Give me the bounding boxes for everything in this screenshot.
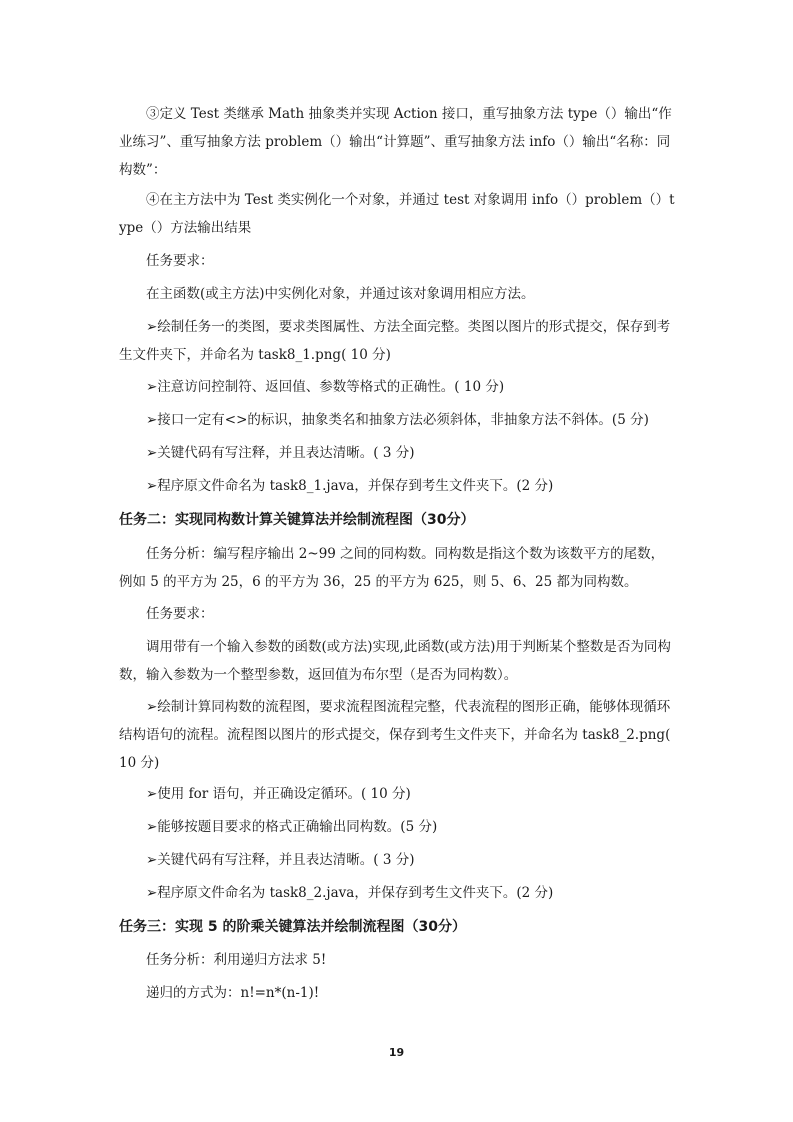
paragraph-task-two-analysis: 任务分析：编写程序输出 2~99 之间的同构数。同构数是指这个数为该数平方的尾数，例如 5 的平方为 25，6 的平方为 36，25 的平方为 625，则 5、6、25 都为同构数。 [119,546,665,590]
heading-task-two: 任务二：实现同构数计算关键算法并绘制流程图（30分） [119,512,475,528]
requirement-interface-marker: ➢接口一定有<>的标识，抽象类名和抽象方法必须斜体，非抽象方法不斜体。(5 分) [146,412,649,428]
requirement-flowchart-2: ➢绘制计算同构数的流程图，要求流程图流程完整，代表流程的图形正确，能够体现循环结构语句的流程。流程图以图片的形式提交，保存到考生文件夹下，并命名为 task8_2.png( 10 分) [119,699,671,771]
paragraph-task-requirements-label-2: 任务要求： [146,606,214,622]
requirement-comments-1: ➢关键代码有写注释，并且表达清晰。( 3 分) [146,445,415,461]
paragraph-task-three-analysis: 任务分析：利用递归方法求 5! [146,952,327,968]
paragraph-main-method-instantiation: ④在主方法中为 Test 类实例化一个对象，并通过 test 对象调用 info（）problem（）type（）方法输出结果 [119,192,675,236]
paragraph-task-requirements-label-1: 任务要求： [146,253,214,269]
requirement-filename-1: ➢程序原文件命名为 task8_1.java，并保存到考生文件夹下。(2 分) [146,478,554,494]
paragraph-test-class-definition: ③定义 Test 类继承 Math 抽象类并实现 Action 接口，重写抽象方法 type（）输出“作业练习”、重写抽象方法 problem（）输出“计算题”、重写抽象方法 info（）输出“名称：同构数”： [119,106,672,178]
requirement-class-diagram: ➢绘制任务一的类图，要求类图属性、方法全面完整。类图以图片的形式提交，保存到考生文件夹下，并命名为 task8_1.png( 10 分) [119,319,671,363]
paragraph-function-parameter: 调用带有一个输入参数的函数(或方法)实现,此函数(或方法)用于判断某个整数是否为同构数，输入参数为一个整型参数，返回值为布尔型（是否为同构数）。 [119,639,671,683]
heading-task-three: 任务三：实现 5 的阶乘关键算法并绘制流程图（30分） [119,919,466,935]
requirement-for-loop: ➢使用 for 语句，并正确设定循环。( 10 分) [146,786,411,802]
page-number: 19 [388,1046,405,1059]
requirement-access-modifiers: ➢注意访问控制符、返回值、参数等格式的正确性。( 10 分) [146,379,505,395]
paragraph-recursion-formula: 递归的方式为：n!=n*(n-1)! [146,985,320,1001]
requirement-filename-2: ➢程序原文件命名为 task8_2.java，并保存到考生文件夹下。(2 分) [146,885,554,901]
requirement-comments-2: ➢关键代码有写注释，并且表达清晰。( 3 分) [146,852,415,868]
paragraph-instantiate-object: 在主函数(或主方法)中实例化对象，并通过该对象调用相应方法。 [146,286,535,302]
requirement-output-format: ➢能够按题目要求的格式正确输出同构数。(5 分) [146,819,438,835]
